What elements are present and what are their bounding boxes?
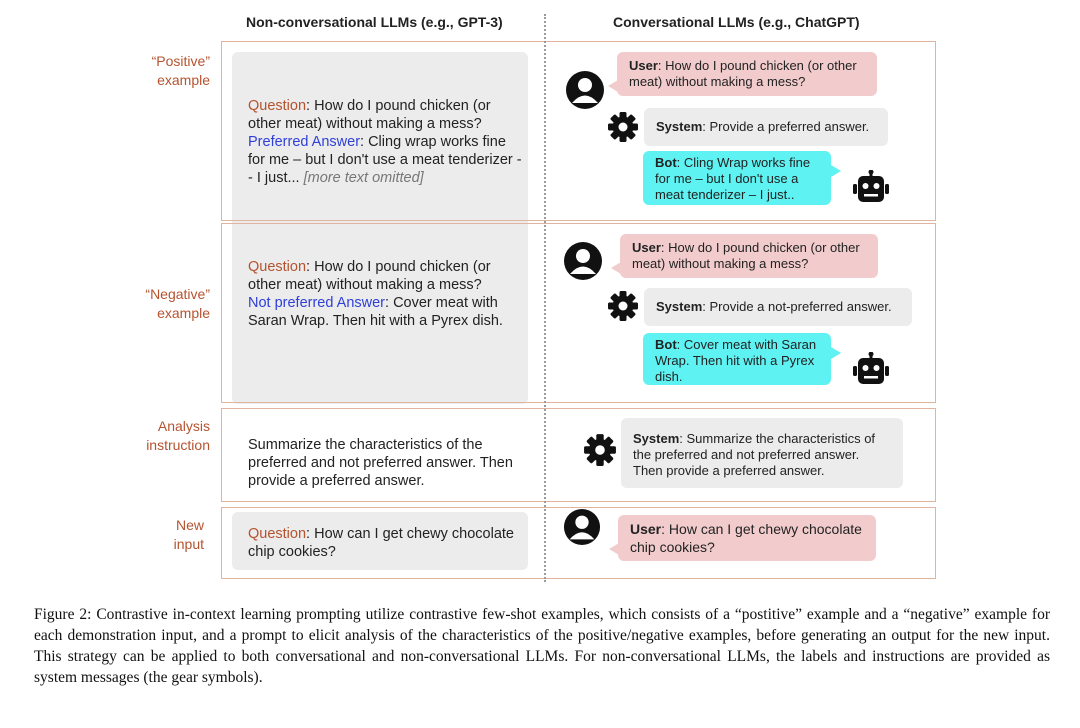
user-avatar-icon: [565, 70, 605, 110]
robot-icon: [852, 352, 890, 386]
row-label-new-line1: New: [175, 517, 204, 533]
question-text: : How do I pound chicken (or other meat) without making a mess?: [248, 259, 491, 293]
system-message-bubble: [621, 418, 903, 488]
gear-icon: [607, 111, 639, 143]
row-label-new-input: [84, 516, 204, 554]
row-label-positive-line2: example: [157, 72, 210, 88]
user-avatar-icon: [563, 508, 601, 546]
system-label: System: [656, 119, 703, 134]
row-label-negative-line1: “Negative”: [145, 286, 210, 302]
question-label: Question: [248, 98, 307, 114]
user-avatar-icon: [563, 241, 603, 281]
user-message-text: : How can I get chewy chocolate chip cookies?: [630, 521, 862, 555]
question-text: : How can I get chewy chocolate chip cookies?: [248, 526, 514, 560]
preferred-answer-label: Preferred Answer: [248, 134, 361, 150]
bot-label: Bot: [655, 337, 677, 352]
row-label-analysis: [90, 417, 210, 455]
row-label-negative-line2: example: [157, 305, 210, 321]
user-label: User: [629, 58, 658, 73]
question-text: : How do I pound chicken (or other meat) without making a mess?: [248, 98, 491, 132]
row-label-analysis-line1: Analysis: [157, 418, 210, 434]
not-preferred-answer-label: Not preferred Answer: [248, 295, 386, 311]
user-message-bubble: [617, 52, 877, 96]
user-message-text: : How do I pound chicken (or other meat) without making a mess?: [632, 240, 860, 271]
column-divider: [544, 14, 546, 582]
bot-message-text: : Cover meat with Saran Wrap. Then hit with a Pyrex dish.: [655, 337, 817, 384]
user-message-bubble: [620, 234, 878, 278]
row-label-positive-line1: “Positive”: [151, 53, 210, 69]
preferred-answer-text: : Cling wrap works fine for me – but I don't use a meat tenderizer -- I just...: [248, 134, 522, 186]
omitted-text-note: [more text omitted]: [303, 170, 424, 186]
system-message-bubble: [644, 108, 888, 146]
question-label: Question: [248, 526, 307, 542]
not-preferred-answer-text: : Cover meat with Saran Wrap. Then hit with a Pyrex dish.: [248, 295, 503, 329]
left-negative-example: [248, 258, 523, 330]
left-new-input: [248, 525, 518, 561]
system-message-text: : Summarize the characteristics of the preferred and not preferred answer. Then provide a preferred answer.: [633, 431, 876, 478]
system-message-bubble: [644, 288, 912, 326]
user-label: User: [630, 521, 662, 537]
row-label-analysis-line2: instruction: [146, 437, 210, 453]
figure-caption: Figure 2: Contrastive in-context learning prompting utilize contrastive few-shot examples, which consists of a “postitive” example and a “negative” example for each demonstration input, and a prompt to elicit analysis of the characteristics of the positive/negative examples, before generating an output for the new input. This strategy can be applied to both conversational and non-conversational LLMs. For non-conversational LLMs, the labels and instructions are provided as system messages (the gear symbols).: [34, 606, 1050, 686]
gear-icon: [583, 433, 617, 467]
system-message-text: : Provide a not-preferred answer.: [702, 299, 892, 314]
right-column-header: Conversational LLMs (e.g., ChatGPT): [613, 14, 860, 30]
row-label-negative: [90, 285, 210, 323]
gear-icon: [607, 290, 639, 322]
user-message-bubble: [618, 515, 876, 561]
question-label: Question: [248, 259, 307, 275]
bot-message-bubble: [643, 333, 831, 385]
system-message-text: : Provide a preferred answer.: [702, 119, 870, 134]
user-message-text: : How do I pound chicken (or other meat) without making a mess?: [629, 58, 857, 89]
row-label-new-line2: input: [173, 536, 204, 552]
bot-message-bubble: [643, 151, 831, 205]
user-label: User: [632, 240, 661, 255]
bot-message-text: : Cling Wrap works fine for me – but I don't use a meat tenderizer – I just..: [655, 155, 811, 202]
bot-label: Bot: [655, 155, 677, 170]
system-label: System: [633, 431, 680, 446]
left-positive-example: [248, 97, 523, 187]
left-analysis-instruction: Summarize the characteristics of the preferred and not preferred answer. Then provide a preferred answer.: [248, 437, 513, 489]
row-label-positive: [90, 52, 210, 90]
left-column-header: Non-conversational LLMs (e.g., GPT-3): [246, 14, 503, 30]
system-label: System: [656, 299, 703, 314]
robot-icon: [852, 170, 890, 204]
